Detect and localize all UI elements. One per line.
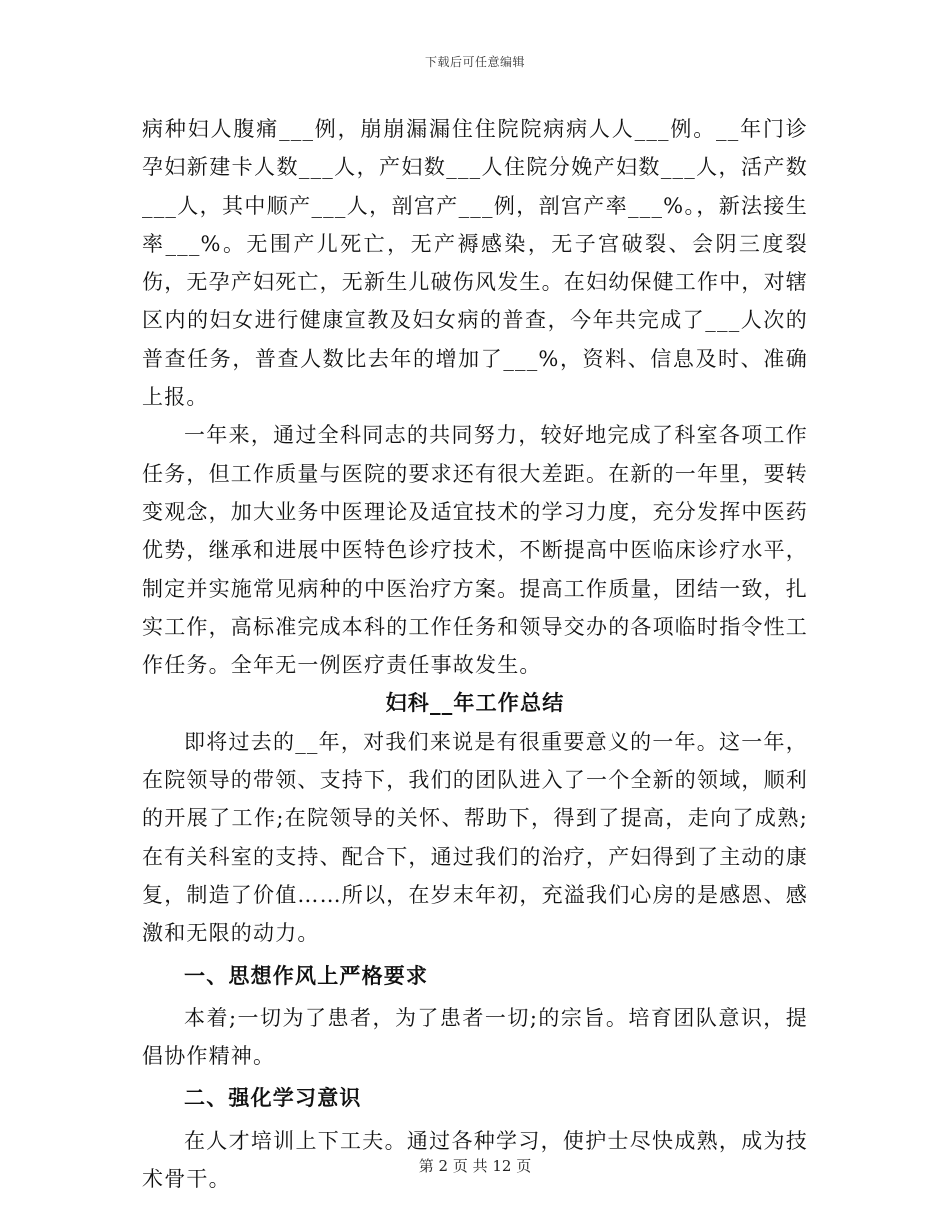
heading-ideology: 一、思想作风上严格要求 xyxy=(184,962,429,988)
document-body xyxy=(142,110,808,1198)
heading-learning: 二、强化学习意识 xyxy=(184,1085,362,1111)
section-title: 妇科__年工作总结 xyxy=(385,690,565,716)
paragraph-intro: 即将过去的__年，对我们来说是有很重要意义的一年。这一年，在院领导的带领、支持下，我们的团队进入了一个全新的领域，顺利的开展了工作;在院领导的关怀、帮助下，得到了提高，走向了成熟;在有关科室的支持、配合下，通过我们的治疗，产妇得到了主动的康复，制造了价值……所以，在岁末年初，充溢我们心房的是感恩、感激和无限的动力。 xyxy=(142,729,808,946)
page-footer: 第 2 页 共 12 页 xyxy=(418,1157,532,1175)
paragraph-ideology: 本着;一切为了患者，为了患者一切;的宗旨。培育团队意识，提倡协作精神。 xyxy=(142,1005,808,1069)
page-header: 下载后可任意编辑 xyxy=(424,55,525,69)
paragraph-learning: 在人才培训上下工夫。通过各种学习，使护士尽快成熟，成为技术骨干。 xyxy=(142,1128,808,1192)
paragraph-statistics: 病种妇人腹痛___例，崩崩漏漏住住院院病病人人___例。__年门诊孕妇新建卡人数___人，产妇数___人住院分娩产妇数___人，活产数___人，其中顺产___人，剖宫产___例，剖宫产率___%。，新法接生率___%。无围产儿死亡，无产褥感染，无子宫破裂、会阴三度裂伤，无孕产妇死亡，无新生儿破伤风发生。在妇幼保健工作中，对辖区内的妇女进行健康宣教及妇女病的普查，今年共完成了___人次的普查任务，普查人数比去年的增加了___%，资料、信息及时、准确上报。 xyxy=(142,117,808,410)
paragraph-year-summary: 一年来，通过全科同志的共同努力，较好地完成了科室各项工作任务，但工作质量与医院的要求还有很大差距。在新的一年里，要转变观念，加大业务中医理论及适宜技术的学习力度，充分发挥中医药优势，继承和进展中医特色诊疗技术，不断提高中医临床诊疗水平，制定并实施常见病种的中医治疗方案。提高工作质量，团结一致，扎实工作，高标准完成本科的工作任务和领导交办的各项临时指令性工作任务。全年无一例医疗责任事故发生。 xyxy=(142,423,808,678)
